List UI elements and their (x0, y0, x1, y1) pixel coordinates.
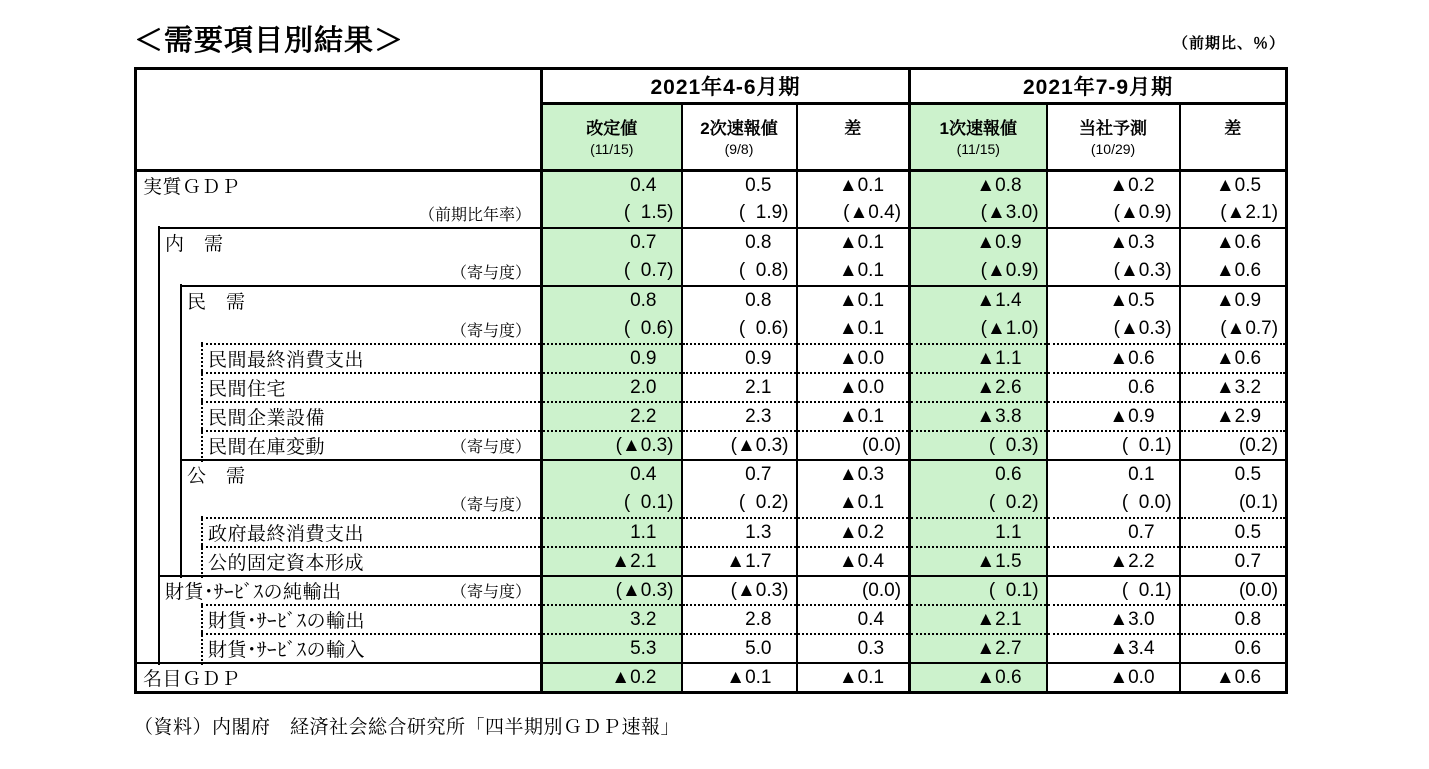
column-date: (10/29) (1090, 141, 1136, 158)
row-label: 財貨･ｻｰﾋﾞｽの純輸出 (165, 582, 342, 604)
value-cell: ▲3.0 (1047, 605, 1180, 634)
value-cell: ▲3.4 (1047, 634, 1180, 663)
value-cell: ( 0.7) (542, 257, 682, 286)
value-cell: 2.8 (682, 605, 797, 634)
indent-guide-line (201, 545, 203, 578)
row-label-cell (136, 286, 542, 315)
value-cell: ▲1.7 (682, 547, 797, 576)
value-cell: 2.1 (682, 373, 797, 402)
row-label: 公的固定資本形成 (208, 553, 365, 575)
value-cell: (▲2.1) (1180, 199, 1287, 228)
value-cell: ▲0.6 (910, 663, 1047, 692)
value-cell: 0.3 (797, 634, 910, 663)
value-cell: ( 1.5) (542, 199, 682, 228)
value-cell: ▲0.6 (1047, 344, 1180, 373)
row-label-cell (136, 518, 542, 547)
gdp-results-table (134, 67, 1288, 694)
value-cell: ▲2.1 (910, 605, 1047, 634)
value-cell: ▲0.6 (1180, 257, 1287, 286)
row-label: 政府最終消費支出 (208, 524, 365, 546)
value-cell: ( 0.3) (910, 431, 1047, 460)
corner-cell (136, 68, 542, 170)
row-annotation: （寄与度） (450, 439, 531, 457)
value-cell: ▲1.4 (910, 286, 1047, 315)
value-cell: ( 0.2) (910, 489, 1047, 518)
value-cell: ▲0.3 (797, 460, 910, 489)
column-date (1181, 141, 1286, 158)
value-cell: ▲0.1 (682, 663, 797, 692)
value-cell: ▲2.7 (910, 634, 1047, 663)
value-cell: ▲2.6 (910, 373, 1047, 402)
value-cell: 2.0 (542, 373, 682, 402)
row-label: 財貨･ｻｰﾋﾞｽの輸出 (208, 611, 366, 633)
value-cell: 5.3 (542, 634, 682, 663)
value-cell: 2.2 (542, 402, 682, 431)
value-cell: (▲0.3) (682, 576, 797, 605)
indent-guide-line (201, 429, 203, 462)
value-cell: 0.5 (1180, 518, 1287, 547)
value-cell: ▲0.9 (1047, 402, 1180, 431)
table-row (136, 431, 1287, 460)
value-cell: 2.3 (682, 402, 797, 431)
value-cell: 0.5 (682, 170, 797, 199)
table-row (136, 199, 1287, 228)
row-annotation: （寄与度） (450, 323, 531, 341)
value-cell: ( 0.1) (1047, 576, 1180, 605)
value-cell: ▲0.6 (1215, 666, 1262, 688)
row-label: 内 需 (165, 234, 224, 256)
row-label: 公 需 (187, 466, 246, 488)
value-cell: (0.0) (797, 431, 910, 460)
value-cell: ▲0.1 (797, 402, 910, 431)
value-cell: ( 0.1) (542, 489, 682, 518)
value-cell: 0.7 (682, 460, 797, 489)
value-cell: ▲0.8 (910, 170, 1047, 199)
value-cell: ▲3.2 (1180, 373, 1287, 402)
table-row (136, 402, 1287, 431)
table-row (136, 228, 1287, 257)
value-cell: (▲0.3) (1047, 315, 1180, 344)
value-cell: ▲0.1 (797, 489, 910, 518)
value-cell: ▲0.9 (1215, 290, 1262, 312)
row-annotation: （前期比年率） (418, 207, 531, 225)
value-cell: (▲0.9) (1047, 199, 1180, 228)
row-label-cell (136, 170, 542, 199)
value-cell: (0.0) (1180, 576, 1287, 605)
value-cell: 0.7 (542, 228, 682, 257)
value-cell: 0.1 (1047, 460, 1180, 489)
row-label-cell (136, 460, 542, 489)
table-row (136, 518, 1287, 547)
row-label: 民間在庫変動 (208, 437, 326, 459)
row-label: 民間住宅 (208, 379, 287, 401)
value-cell: ▲2.2 (1047, 547, 1180, 576)
row-label: 財貨･ｻｰﾋﾞｽの輸入 (208, 640, 366, 662)
value-cell: ▲0.5 (1215, 174, 1262, 196)
value-cell: (▲0.3) (542, 576, 682, 605)
value-cell: 0.4 (542, 170, 682, 199)
row-label-cell (136, 431, 542, 460)
row-label-cell (136, 199, 542, 228)
row-label-cell (136, 547, 542, 576)
value-cell: ▲2.9 (1180, 402, 1287, 431)
column-header-q3-0 (910, 103, 1047, 170)
row-label: 民 需 (187, 292, 246, 314)
table-row (136, 286, 1287, 315)
table-row (136, 605, 1287, 634)
value-cell: ▲0.0 (797, 373, 910, 402)
table-caption-row (134, 26, 1285, 58)
value-cell: ▲2.1 (542, 547, 682, 576)
unit-note: （前期比、％） (1172, 34, 1285, 52)
row-label: 民間企業設備 (208, 408, 326, 430)
value-cell: 0.8 (682, 286, 797, 315)
value-cell: (▲0.3) (542, 431, 682, 460)
column-name: 差 (1224, 118, 1242, 138)
quarter-header-q3: 2021年7-9月期 (910, 68, 1287, 103)
column-name: 改定値 (586, 118, 638, 138)
value-cell: 0.8 (542, 286, 682, 315)
row-label-cell (136, 402, 542, 431)
quarter-header-row (136, 68, 1287, 103)
row-label-cell (136, 634, 542, 663)
value-cell: ▲0.1 (797, 170, 910, 199)
value-cell: (▲3.0) (910, 199, 1047, 228)
table-row (136, 547, 1287, 576)
table-row (136, 373, 1287, 402)
value-cell: 0.6 (1180, 634, 1287, 663)
value-cell: ▲0.6 (1180, 344, 1287, 373)
row-annotation: （寄与度） (450, 497, 531, 515)
value-cell: ▲0.1 (797, 286, 910, 315)
value-cell: ▲0.1 (797, 663, 910, 692)
value-cell: 1.1 (910, 518, 1047, 547)
value-cell: 1.1 (542, 518, 682, 547)
value-cell: ▲0.6 (1215, 232, 1262, 254)
value-cell: ( 0.1) (1047, 431, 1180, 460)
value-cell: ▲0.9 (910, 228, 1047, 257)
table-row (136, 663, 1287, 692)
row-label: 実質ＧＤＰ (143, 177, 241, 199)
table-row (136, 489, 1287, 518)
value-cell: 0.8 (682, 228, 797, 257)
column-date (798, 141, 909, 158)
column-header-q2-2 (797, 103, 910, 170)
value-cell: 0.5 (1234, 464, 1262, 486)
value-cell: ( 0.0) (1047, 489, 1180, 518)
column-date: (9/8) (724, 141, 754, 158)
value-cell: ▲1.5 (910, 547, 1047, 576)
value-cell: ( 0.6) (682, 315, 797, 344)
value-cell: ( 0.8) (682, 257, 797, 286)
value-cell: 0.7 (1180, 547, 1287, 576)
value-cell: 3.2 (542, 605, 682, 634)
table-row (136, 170, 1287, 199)
row-label-cell (136, 373, 542, 402)
row-label-cell (136, 228, 542, 257)
column-header-q3-1 (1047, 103, 1180, 170)
value-cell: (▲0.3) (1047, 257, 1180, 286)
row-label: 名目ＧＤＰ (143, 668, 241, 690)
value-cell: 5.0 (682, 634, 797, 663)
value-cell: 0.9 (542, 344, 682, 373)
value-cell: ▲0.1 (797, 315, 910, 344)
table-row (136, 576, 1287, 605)
column-header-q2-0 (542, 103, 682, 170)
column-name: 当社予測 (1079, 118, 1148, 138)
row-label: 民間最終消費支出 (208, 350, 365, 372)
table-row (136, 344, 1287, 373)
value-cell: ▲0.4 (797, 547, 910, 576)
value-cell: ▲0.3 (1047, 228, 1180, 257)
value-cell: ▲1.1 (910, 344, 1047, 373)
value-cell: (▲0.4) (797, 199, 910, 228)
row-label-cell (136, 576, 542, 605)
column-date: (11/15) (590, 141, 634, 158)
indent-guide-line (158, 632, 160, 665)
value-cell: ▲0.1 (797, 257, 910, 286)
value-cell: ( 1.9) (682, 199, 797, 228)
value-cell: ▲0.5 (1047, 286, 1180, 315)
value-cell: ▲0.2 (797, 518, 910, 547)
value-cell: ( 0.2) (682, 489, 797, 518)
column-date: (11/15) (956, 141, 1000, 158)
value-cell: ▲0.2 (542, 663, 682, 692)
value-cell: ( 0.1) (910, 576, 1047, 605)
value-cell: 0.6 (910, 460, 1047, 489)
table-row (136, 460, 1287, 489)
row-label-cell (136, 257, 542, 286)
value-cell: (▲0.9) (910, 257, 1047, 286)
value-cell: (0.1) (1180, 489, 1287, 518)
column-name: 1次速報値 (939, 118, 1018, 138)
row-label-cell (136, 344, 542, 373)
row-annotation: （寄与度） (450, 584, 531, 602)
table-row (136, 257, 1287, 286)
row-label-cell (136, 605, 542, 634)
column-header-q3-2 (1180, 103, 1287, 170)
column-name: 差 (844, 118, 862, 138)
value-cell: 0.9 (682, 344, 797, 373)
value-cell: 0.4 (542, 460, 682, 489)
column-name: 2次速報値 (700, 118, 778, 138)
quarter-header-q2: 2021年4-6月期 (542, 68, 910, 103)
value-cell: (0.2) (1180, 431, 1287, 460)
value-cell: 0.8 (1180, 605, 1287, 634)
page-title: ＜需要項目別結果＞ (134, 25, 405, 57)
indent-guide-line (180, 545, 182, 578)
value-cell: 0.4 (797, 605, 910, 634)
value-cell: (▲1.0) (910, 315, 1047, 344)
value-cell: ▲0.2 (1047, 170, 1180, 199)
value-cell: 1.3 (682, 518, 797, 547)
row-label-cell (136, 489, 542, 518)
value-cell: 0.6 (1047, 373, 1180, 402)
table-row (136, 315, 1287, 344)
value-cell: (0.0) (797, 576, 910, 605)
value-cell: (▲0.3) (682, 431, 797, 460)
value-cell: 0.7 (1047, 518, 1180, 547)
value-cell: ▲0.0 (1047, 663, 1180, 692)
source-note: （資料）内閣府 経済社会総合研究所「四半期別ＧＤＰ速報」 (134, 716, 681, 738)
row-label-cell (136, 663, 542, 692)
value-cell: ▲0.1 (797, 228, 910, 257)
column-header-q2-1 (682, 103, 797, 170)
row-label-cell (136, 315, 542, 344)
value-cell: ▲3.8 (910, 402, 1047, 431)
value-cell: (▲0.7) (1180, 315, 1287, 344)
table-row (136, 634, 1287, 663)
row-annotation: （寄与度） (450, 265, 531, 283)
value-cell: ( 0.6) (542, 315, 682, 344)
value-cell: ▲0.0 (797, 344, 910, 373)
indent-guide-line (201, 632, 203, 665)
